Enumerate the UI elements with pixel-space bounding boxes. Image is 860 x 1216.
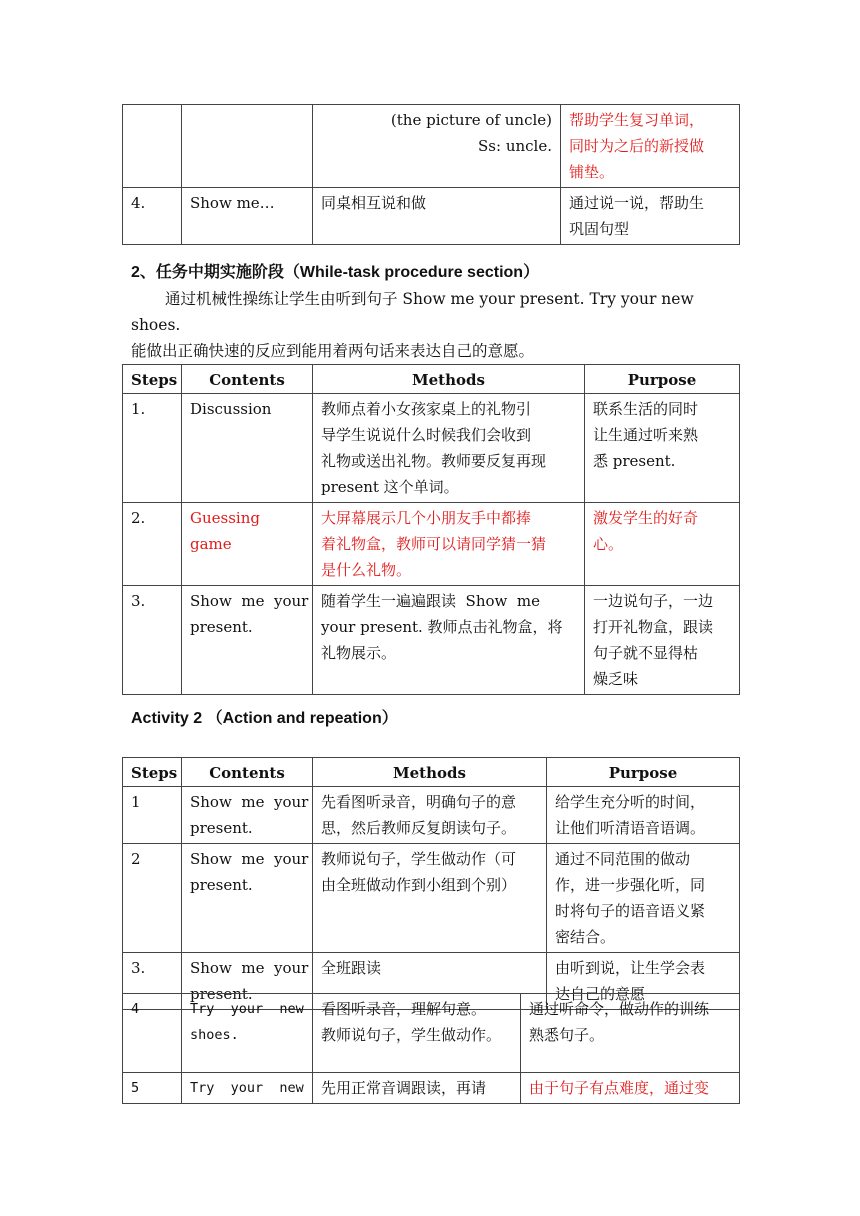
purpose-line: 通过说一说，帮助生: [569, 194, 705, 212]
purpose-line: 联系生活的同时: [593, 400, 699, 418]
purpose-line: 通过不同范围的做动: [555, 850, 691, 868]
content-cell: [182, 586, 313, 695]
method-cell: [313, 586, 585, 695]
method-line: present 这个单词。: [321, 478, 459, 496]
section-heading: 2、任务中期实施阶段（While-task procedure section）: [131, 264, 540, 281]
content-line: present.: [190, 618, 253, 636]
method-line: 看图听录音，理解句意。: [321, 1000, 487, 1018]
purpose-line: 打开礼物盒，跟读: [593, 618, 714, 636]
purpose-line: 通过听命令，做动作的训练: [529, 1000, 710, 1018]
purpose-line: 密结合。: [555, 928, 616, 946]
method-line: 先看图听录音，明确句子的意: [321, 793, 517, 811]
header-methods: Methods: [313, 758, 547, 787]
table-row: [123, 188, 740, 245]
content-cell: [182, 787, 313, 844]
purpose-line: 给学生充分听的时间，: [555, 793, 706, 811]
content-line: Show me your: [190, 850, 309, 868]
content-line: present.: [190, 876, 253, 894]
purpose-line: 让生通过听来熟: [593, 426, 699, 444]
table-row: [123, 503, 740, 586]
purpose-cell: [521, 994, 740, 1073]
content-cell: [182, 994, 313, 1073]
content-line: Show me your: [190, 793, 309, 811]
content-line: Try your new: [190, 1001, 304, 1017]
activity-table-2-continued: [122, 993, 740, 1104]
purpose-line: 让他们听清语音语调。: [555, 819, 706, 837]
step-cell: 1.: [123, 394, 182, 503]
method-cell: [313, 503, 585, 586]
header-steps: Steps: [123, 365, 182, 394]
purpose-line: 熟悉句子。: [529, 1026, 605, 1044]
header-contents: Contents: [182, 758, 313, 787]
purpose-cell: [547, 787, 740, 844]
header-contents: Contents: [182, 365, 313, 394]
purpose-line: 激发学生的好奇: [593, 509, 699, 527]
purpose-line: 铺垫。: [569, 163, 615, 181]
header-purpose: Purpose: [547, 758, 740, 787]
table-row: [123, 586, 740, 695]
step-cell: 2: [123, 844, 182, 953]
table-row: [123, 394, 740, 503]
method-line: 思，然后教师反复朗读句子。: [321, 819, 517, 837]
table-row: [123, 1073, 740, 1104]
content-cell: [182, 844, 313, 953]
purpose-line: 同时为之后的新授做: [569, 137, 705, 155]
content-line: Guessing game: [190, 509, 260, 553]
purpose-line: 燥乏味: [593, 670, 639, 688]
method-cell: 同桌相互说和做: [313, 188, 561, 245]
step-cell: 5: [123, 1073, 182, 1104]
section-paragraph: [131, 286, 741, 364]
method-line: 礼物展示。: [321, 644, 397, 662]
step-cell: 1: [123, 787, 182, 844]
content-line: Show me your: [190, 959, 309, 977]
table-top-continuation: [122, 104, 740, 245]
table-row: [123, 787, 740, 844]
step-cell: 4: [123, 994, 182, 1073]
step-cell: 2.: [123, 503, 182, 586]
method-line: your present. 教师点击礼物盒，将: [321, 618, 563, 636]
content-cell: [182, 105, 313, 188]
method-cell: [313, 1073, 521, 1104]
method-line: 是什么礼物。: [321, 561, 412, 579]
purpose-line: 悉 present.: [593, 452, 676, 470]
purpose-cell: [521, 1073, 740, 1104]
method-line: 礼物或送出礼物。教师要反复再现: [321, 452, 547, 470]
method-cell: [313, 844, 547, 953]
content-line: present.: [190, 985, 253, 1003]
table-row: [123, 105, 740, 188]
content-cell: [182, 1073, 313, 1104]
method-line: 由全班做动作到小组到个别）: [321, 876, 517, 894]
content-line: Show me your: [190, 592, 309, 610]
purpose-line: 时将句子的语音语义紧: [555, 902, 706, 920]
method-cell: [313, 105, 561, 188]
content-line: present.: [190, 819, 253, 837]
header-steps: Steps: [123, 758, 182, 787]
method-line: Ss: uncle.: [478, 137, 552, 155]
purpose-line: 由听到说，让生学会表: [555, 959, 706, 977]
content-cell: [182, 503, 313, 586]
purpose-line: 巩固句型: [569, 220, 630, 238]
step-cell: 3.: [123, 586, 182, 695]
method-line: 教师说句子，学生做动作。: [321, 1026, 502, 1044]
content-line: shoes.: [190, 1027, 239, 1043]
purpose-line: 帮助学生复习单词，: [569, 111, 705, 129]
purpose-cell: [585, 394, 740, 503]
table-row: [123, 994, 740, 1073]
purpose-line: 达自己的意愿: [555, 985, 646, 1003]
method-line: (the picture of uncle): [390, 111, 552, 129]
header-purpose: Purpose: [585, 365, 740, 394]
content-line: Discussion: [190, 400, 272, 418]
method-line: 先用正常音调跟读，再请: [321, 1079, 487, 1097]
activity-table-1: [122, 364, 740, 695]
content-line: Try your new: [190, 1080, 304, 1096]
method-line: 教师点着小女孩家桌上的礼物引: [321, 400, 532, 418]
header-methods: Methods: [313, 365, 585, 394]
step-cell: [123, 105, 182, 188]
step-cell: 4.: [123, 188, 182, 245]
purpose-cell: [547, 844, 740, 953]
content-cell: [182, 394, 313, 503]
purpose-line: 一边说句子，一边: [593, 592, 714, 610]
step-cell: 3.: [123, 953, 182, 1010]
purpose-cell: [585, 586, 740, 695]
table-header-row: [123, 758, 740, 787]
method-cell: [313, 787, 547, 844]
purpose-cell: [561, 105, 740, 188]
content-cell: Show me…: [182, 188, 313, 245]
purpose-line: 由于句子有点难度，通过变: [529, 1079, 710, 1097]
purpose-line: 心。: [593, 535, 624, 553]
purpose-line: 句子就不显得枯: [593, 644, 699, 662]
purpose-cell: [585, 503, 740, 586]
table-header-row: [123, 365, 740, 394]
method-line: 着礼物盒，教师可以请同学猜一猜: [321, 535, 547, 553]
purpose-line: 作，进一步强化听，同: [555, 876, 706, 894]
method-cell: [313, 394, 585, 503]
paragraph-line: 通过机械性操练让学生由听到句子 Show me your present. Try your new shoes.: [131, 290, 694, 334]
activity-table-2: [122, 757, 740, 1010]
method-line: 大屏幕展示几个小朋友手中都捧: [321, 509, 532, 527]
method-line: 全班跟读: [321, 959, 382, 977]
table-row: [123, 844, 740, 953]
paragraph-line: 能做出正确快速的反应到能用着两句话来表达自己的意愿。: [131, 342, 535, 360]
method-cell: [313, 994, 521, 1073]
purpose-cell: [561, 188, 740, 245]
activity-heading: Activity 2 （Action and repeation）: [131, 710, 398, 727]
method-line: 导学生说说什么时候我们会收到: [321, 426, 532, 444]
method-line: 随着学生一遍遍跟读 Show me: [321, 592, 540, 610]
method-line: 教师说句子，学生做动作（可: [321, 850, 517, 868]
